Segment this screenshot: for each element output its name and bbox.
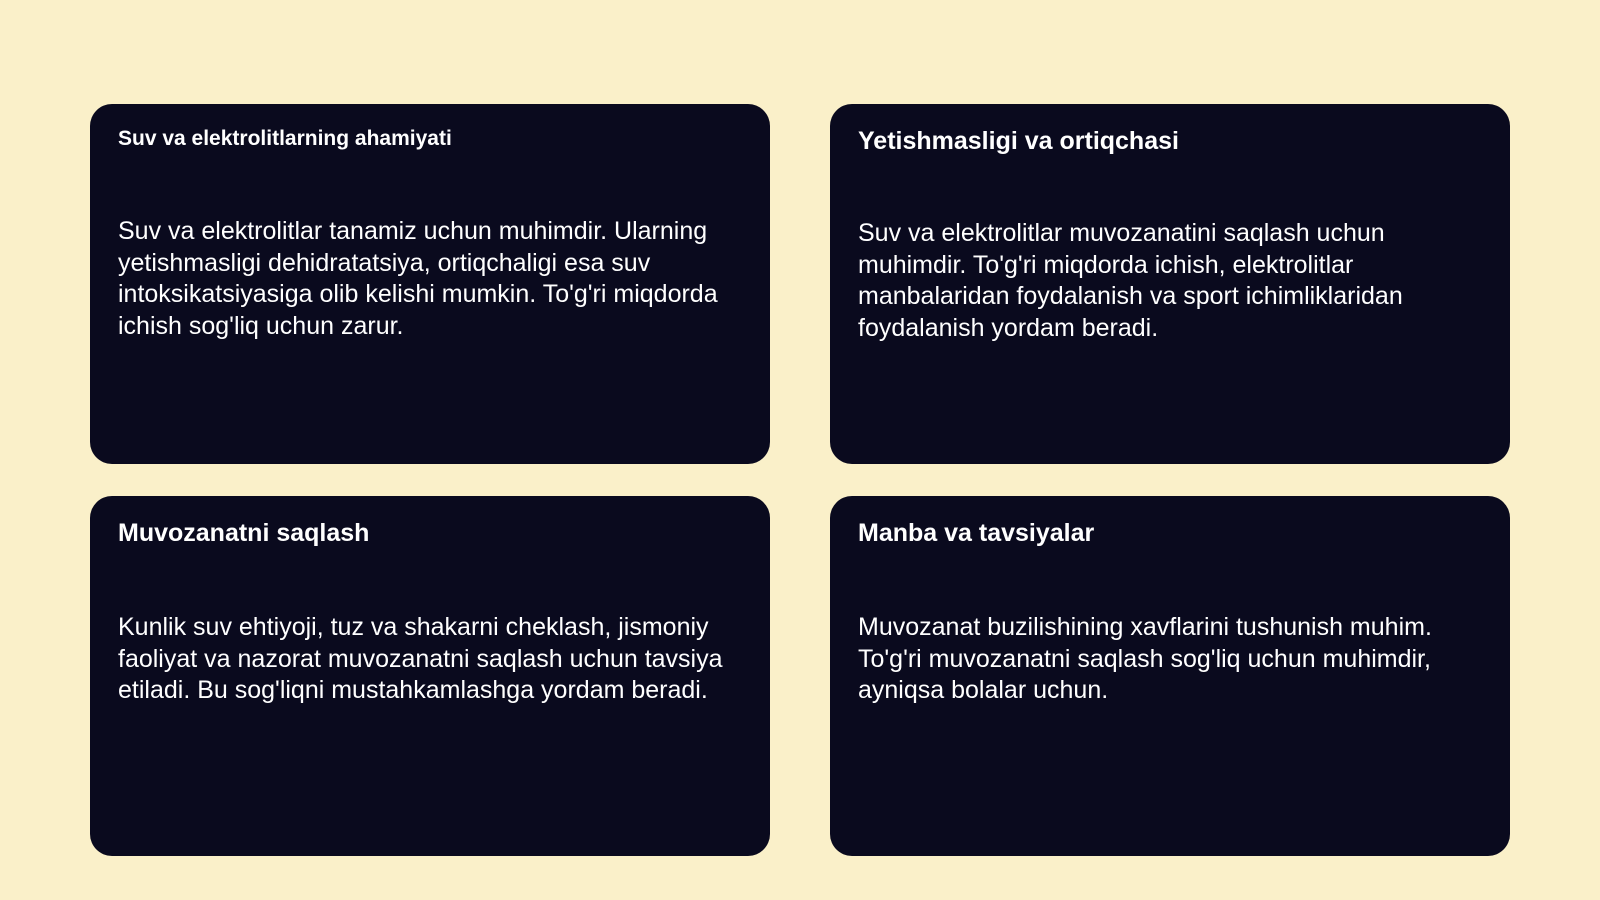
card-title: Suv va elektrolitlarning ahamiyati xyxy=(118,127,452,150)
card-deficiency-excess xyxy=(830,104,1510,464)
card-body: Suv va elektrolitlar tanamiz uchun muhimdir. Ularning yetishmasligi dehidratatsiya, ortiqchaligi esa suv intoksikatsiyasiga olib kelishi mumkin. To'g'ri miqdorda ichish sog'liq uchun zarur. xyxy=(118,217,718,340)
card-sources-recommendations xyxy=(830,496,1510,856)
card-title: Manba va tavsiyalar xyxy=(858,519,1095,547)
card-title: Muvozanatni saqlash xyxy=(118,519,370,547)
card-body: Muvozanat buzilishining xavflarini tushunish muhim. To'g'ri muvozanatni saqlash sog'liq uchun muhimdir, ayniqsa bolalar uchun. xyxy=(858,613,1432,704)
card-water-electrolytes-importance xyxy=(90,104,770,464)
card-maintaining-balance xyxy=(90,496,770,856)
card-body: Kunlik suv ehtiyoji, tuz va shakarni cheklash, jismoniy faoliyat va nazorat muvozanatni saqlash uchun tavsiya etiladi. Bu sog'liqni mustahkamlashga yordam beradi. xyxy=(118,613,723,704)
card-body: Suv va elektrolitlar muvozanatini saqlash uchun muhimdir. To'g'ri miqdorda ichish, elektrolitlar manbalaridan foydalanish va sport ichimliklaridan foydalanish yordam beradi. xyxy=(858,219,1403,342)
card-title: Yetishmasligi va ortiqchasi xyxy=(858,127,1179,155)
